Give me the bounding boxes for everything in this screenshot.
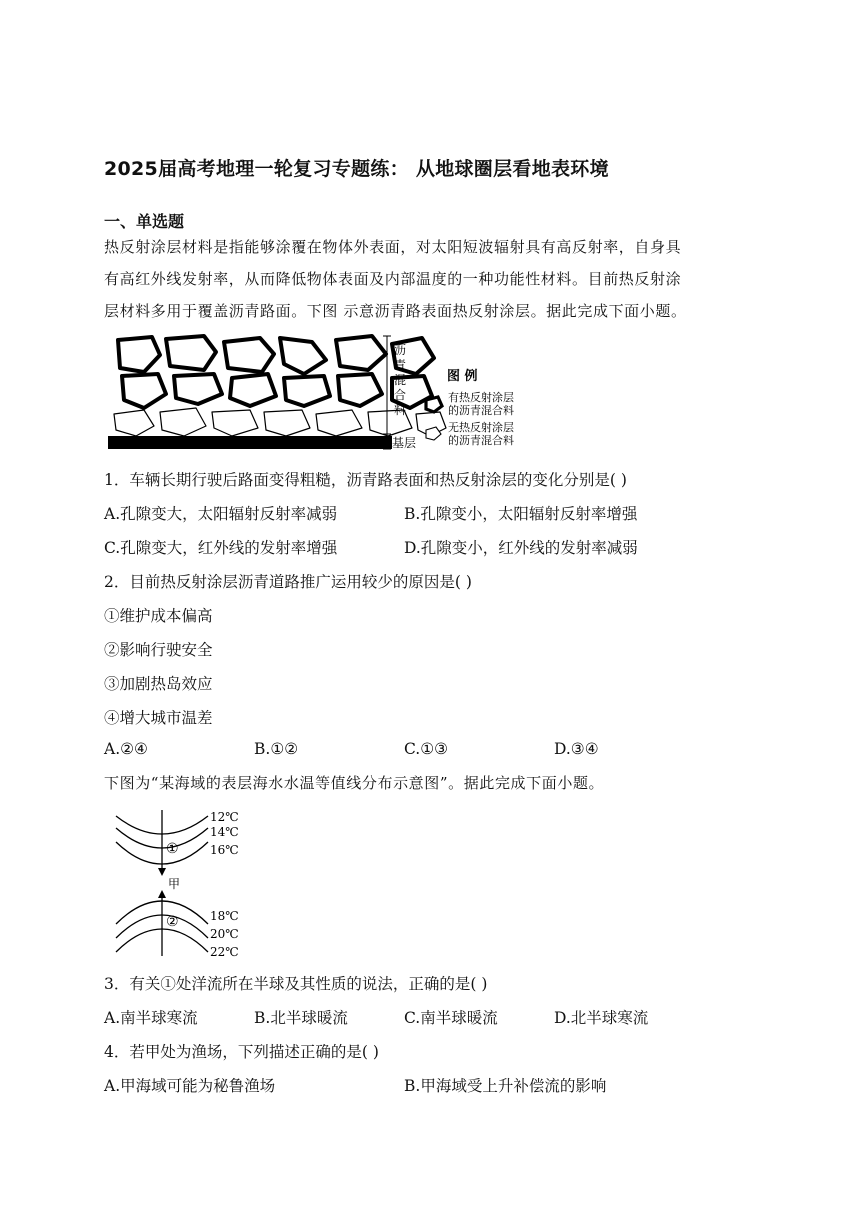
- q3-option-c[interactable]: C.南半球暖流: [404, 1009, 498, 1027]
- coated-stone: [174, 374, 222, 404]
- label-14c: 14℃: [210, 825, 239, 839]
- coated-stone: [224, 338, 274, 372]
- asphalt-figure: [104, 330, 534, 455]
- q1-stem: 1．车辆长期行驶后路面变得粗糙，沥青路表面和热反射涂层的变化分别是( ): [104, 471, 627, 489]
- q2-option-c[interactable]: C.①③: [404, 740, 449, 758]
- q4-option-b[interactable]: B.甲海域受上升补偿流的影响: [404, 1077, 607, 1095]
- label-16c: 16℃: [210, 843, 239, 857]
- q2-item: ③加剧热岛效应: [104, 675, 213, 693]
- coated-stone: [118, 337, 160, 372]
- legend-item2-line1: 无热反射涂层: [448, 421, 514, 434]
- coated-stone: [166, 336, 216, 370]
- intro1-line2: 有高红外线发射率，从而降低物体表面及内部温度的一种功能性材料。目前热反射涂: [104, 270, 682, 288]
- base-layer: [108, 436, 392, 449]
- section-heading: 一、单选题: [104, 212, 185, 231]
- legend-item1-line1: 有热反射涂层: [448, 391, 514, 404]
- side-label: 青: [394, 358, 407, 372]
- legend-item2-line2: 的沥青混合料: [448, 434, 514, 447]
- q1-option-d[interactable]: D.孔隙变小，红外线的发射率减弱: [404, 539, 638, 557]
- coated-stone: [122, 374, 166, 408]
- coated-stone: [338, 374, 382, 406]
- label-20c: 20℃: [210, 927, 239, 941]
- uncoated-stone: [160, 408, 206, 436]
- coated-stone: [336, 336, 386, 370]
- q2-option-d[interactable]: D.③④: [554, 740, 599, 758]
- legend-title: 图 例: [447, 369, 478, 384]
- label-12c: 12℃: [210, 810, 239, 824]
- q2-item: ①维护成本偏高: [104, 607, 213, 625]
- intro1-line3: 层材料多用于覆盖沥青路面。下图 示意沥青路表面热反射涂层。据此完成下面小题。: [104, 302, 687, 320]
- q4-option-a[interactable]: A.甲海域可能为秘鲁渔场: [104, 1077, 276, 1095]
- q1-option-c[interactable]: C.孔隙变大，红外线的发射率增强: [104, 539, 338, 557]
- legend-item1-line2: 的沥青混合料: [448, 404, 514, 417]
- page-title: 2025届高考地理一轮复习专题练： 从地球圈层看地表环境: [104, 158, 609, 180]
- side-label: 合: [394, 388, 407, 402]
- intro1-line1: 热反射涂层材料是指能够涂覆在物体外表面，对太阳短波辐射具有高反射率，自身具: [104, 238, 682, 256]
- label-18c: 18℃: [210, 909, 239, 923]
- uncoated-stone: [212, 410, 258, 436]
- coated-stone: [230, 374, 276, 406]
- q3-option-b[interactable]: B.北半球暖流: [254, 1009, 348, 1027]
- side-label: 混: [394, 373, 407, 387]
- q3-option-d[interactable]: D.北半球寒流: [554, 1009, 649, 1027]
- label-22c: 22℃: [210, 945, 239, 959]
- coated-stone: [284, 376, 330, 406]
- coated-stone: [280, 338, 326, 374]
- q3-option-a[interactable]: A.南半球寒流: [104, 1009, 198, 1027]
- uncoated-stone: [316, 410, 362, 436]
- q2-option-b[interactable]: B.①②: [254, 740, 299, 758]
- mark-jia: 甲: [168, 877, 181, 891]
- base-label: 基层: [392, 436, 417, 450]
- uncoated-stone: [114, 410, 154, 436]
- q2-item: ②影响行驶安全: [104, 641, 213, 659]
- q2-option-a[interactable]: A.②④: [104, 740, 148, 758]
- isotherm-figure: [112, 806, 252, 962]
- side-label: 料: [394, 403, 407, 417]
- q4-stem: 4．若甲处为渔场，下列描述正确的是( ): [104, 1043, 379, 1061]
- q2-item: ④增大城市温差: [104, 709, 213, 727]
- uncoated-stone: [264, 410, 310, 436]
- q2-stem: 2．目前热反射涂层沥青道路推广运用较少的原因是( ): [104, 573, 472, 591]
- intro2: 下图为“某海域的表层海水水温等值线分布示意图”。据此完成下面小题。: [104, 774, 605, 792]
- q1-option-b[interactable]: B.孔隙变小，太阳辐射反射率增强: [404, 505, 638, 523]
- mark-2: ②: [166, 914, 179, 930]
- legend-coated-icon: [426, 397, 442, 412]
- q3-stem: 3．有关①处洋流所在半球及其性质的说法，正确的是( ): [104, 975, 488, 993]
- side-label: 沥: [394, 343, 407, 357]
- q1-option-a[interactable]: A.孔隙变大，太阳辐射反射率减弱: [104, 505, 338, 523]
- mark-1: ①: [166, 841, 179, 857]
